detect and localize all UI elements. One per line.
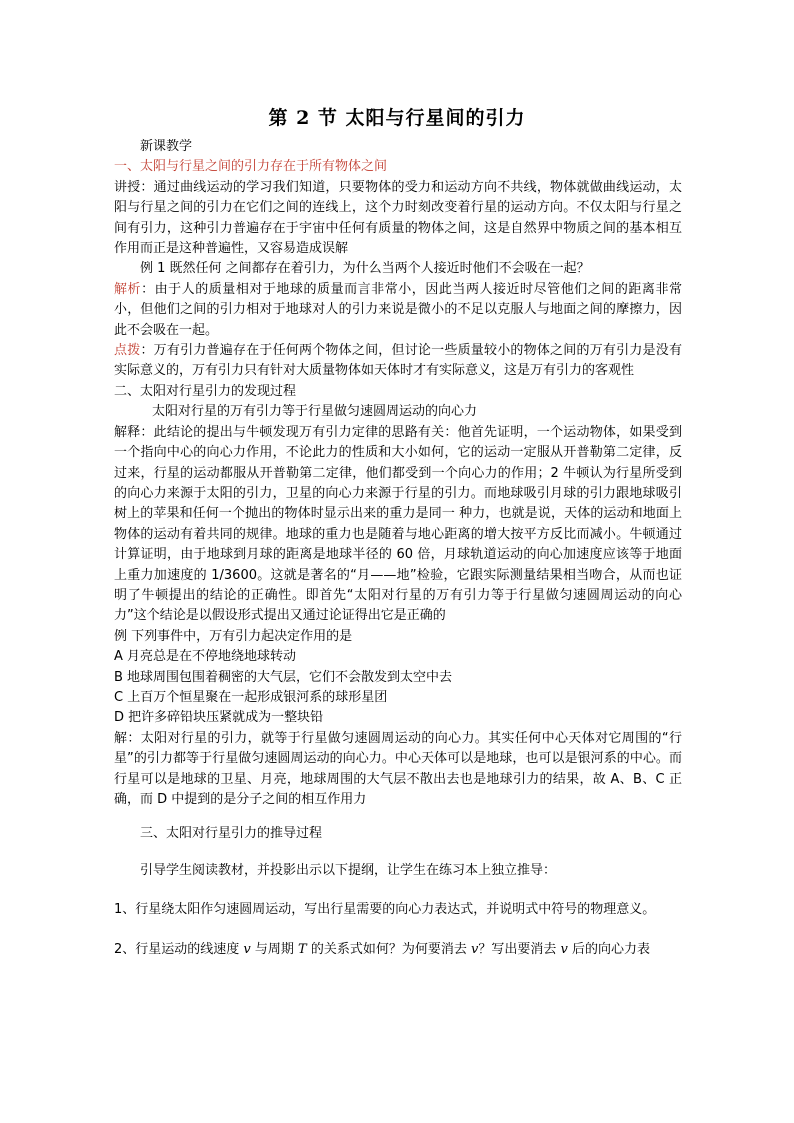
- document-body: [114, 137, 682, 960]
- velocity-symbol-3: v: [560, 941, 568, 957]
- tip-paragraph: [114, 341, 682, 382]
- analysis-paragraph: [114, 280, 682, 341]
- question-one: 1、行星绕太阳作匀速圆周运动，写出行星需要的向心力表达式，并说明式中符号的物理意义。: [114, 902, 656, 918]
- example-two: 例 下列事件中，万有引力起决定作用的是: [114, 628, 353, 644]
- velocity-symbol-2: v: [470, 941, 479, 957]
- option-d: D 把许多碎铅块压紧就成为一整块铅: [114, 710, 324, 726]
- question-two-part-e: 后的向心力表: [567, 941, 650, 957]
- period-symbol: T: [298, 941, 307, 957]
- tip-label: 点拨: [114, 343, 141, 359]
- option-a: A 月亮总是在不停地绕地球转动: [114, 649, 297, 665]
- option-c: C 上百万个恒星聚在一起形成银河系的球形星团: [114, 689, 388, 705]
- analysis-label: 解析: [114, 281, 142, 297]
- heading-two: 二、太阳对行星引力的发现过程: [114, 383, 297, 399]
- question-two: [114, 940, 682, 960]
- lecture-paragraph: 讲授：通过曲线运动的学习我们知道，只要物体的受力和运动方向不共线，物体就做曲线运动，太阳与行星之间的引力在它们之间的连线上，这个力时刻改变着行星的运动方向。不仅太阳与行星之间有引力，这种引力普遍存在于宇宙中任何有质量的物体之间，这是自然界中物质之间的基本相互作用而正是这种普遍性，又容易造成误解: [114, 179, 682, 257]
- section-new-lesson: 新课教学: [140, 139, 193, 154]
- velocity-symbol: v: [243, 941, 251, 957]
- solution-paragraph: 解：太阳对行星的引力，就等于行星做匀速圆周运动的向心力。其实任何中心天体对它周围的“行星”的引力都等于行星做匀速圆周运动的向心力。中心天体可以是地球，也可以是银河系的中心。而行星可以是地球的卫星、月亮，地球周围的大气层不散出去也是地球引力的结果，故 A、B、C 正确，而 D 中提到的是分子之间的相互作用力: [114, 730, 682, 807]
- analysis-text: ：由于人的质量相对于地球的质量而言非常小，因此当两人接近时尽管他们之间的距离非常小，但他们之间的引力相对于地球对人的引力来说是微小的不足以克服人与地面之间的摩擦力，因此不会吸在一起。: [114, 281, 682, 338]
- page-title: 第 2 节 太阳与行星间的引力: [268, 107, 526, 129]
- heading-two-statement: 太阳对行星的万有引力等于行星做匀速圆周运动的向心力: [152, 404, 478, 420]
- tip-text: ：万有引力普遍存在于任何两个物体之间，但讨论一些质量较小的物体之间的万有引力是没有实际意义的，万有引力只有针对大质量物体如天体时才有实际意义，这是万有引力的客观性: [114, 343, 682, 379]
- option-b: B 地球周围包围着稠密的大气层，它们不会散发到太空中去: [114, 669, 453, 685]
- question-two-part-b: 与周期: [250, 941, 299, 957]
- question-two-part-a: 2、行星运动的线速度: [114, 941, 244, 957]
- question-two-part-d: ？写出要消去: [478, 941, 561, 957]
- heading-one: 一、太阳与行星之间的引力存在于所有物体之间: [114, 159, 388, 175]
- explanation-paragraph: 解释：此结论的提出与牛顿发现万有引力定律的思路有关：他首先证明，一个运动物体，如果受到一个指向中心的向心力作用，不论此力的性质和大小如何，它的运动一定服从开普勒第二定律，反过来，行星的运动都服从开普勒第二定律，他们都受到一个向心力的作用；2 牛顿认为行星所受到的向心力来源于太阳的引力，卫星的向心力来源于行星的引力。而地球吸引月球的引力跟地球吸引树上的苹果和任何一个抛出的物体时显示出来的重力是同一 种力，也就是说，天体的运动和地面上物体的运动有着共同的规律。地球的重力也是随着与地心距离的增大按平方反比而减小。牛顿通过计算证明，由于地球到月球的距离是地球半径的 60 倍，月球轨道运动的向心加速度应该等于地面上重力加速度的 1/3600。这就是著名的“月——地”检验，它跟实际测量结果相当吻合，从而也证明了牛顿提出的结论的正确性。即首先“太阳对行星的万有引力等于行星做匀速圆周运动的向心力”这个结论是以假设形式提出又通过论证得出它是正确的: [114, 424, 682, 624]
- example-one: 例 1 既然任何 之间都存在着引力，为什么当两个人接近时他们不会吸在一起？: [140, 261, 590, 277]
- guide-paragraph: 引导学生阅读教材，并投影出示以下提纲，让学生在练习本上独立推导：: [140, 862, 557, 878]
- heading-three: 三、太阳对行星引力的推导过程: [140, 826, 323, 842]
- question-two-part-c: 的关系式如何？为何要消去: [306, 941, 471, 957]
